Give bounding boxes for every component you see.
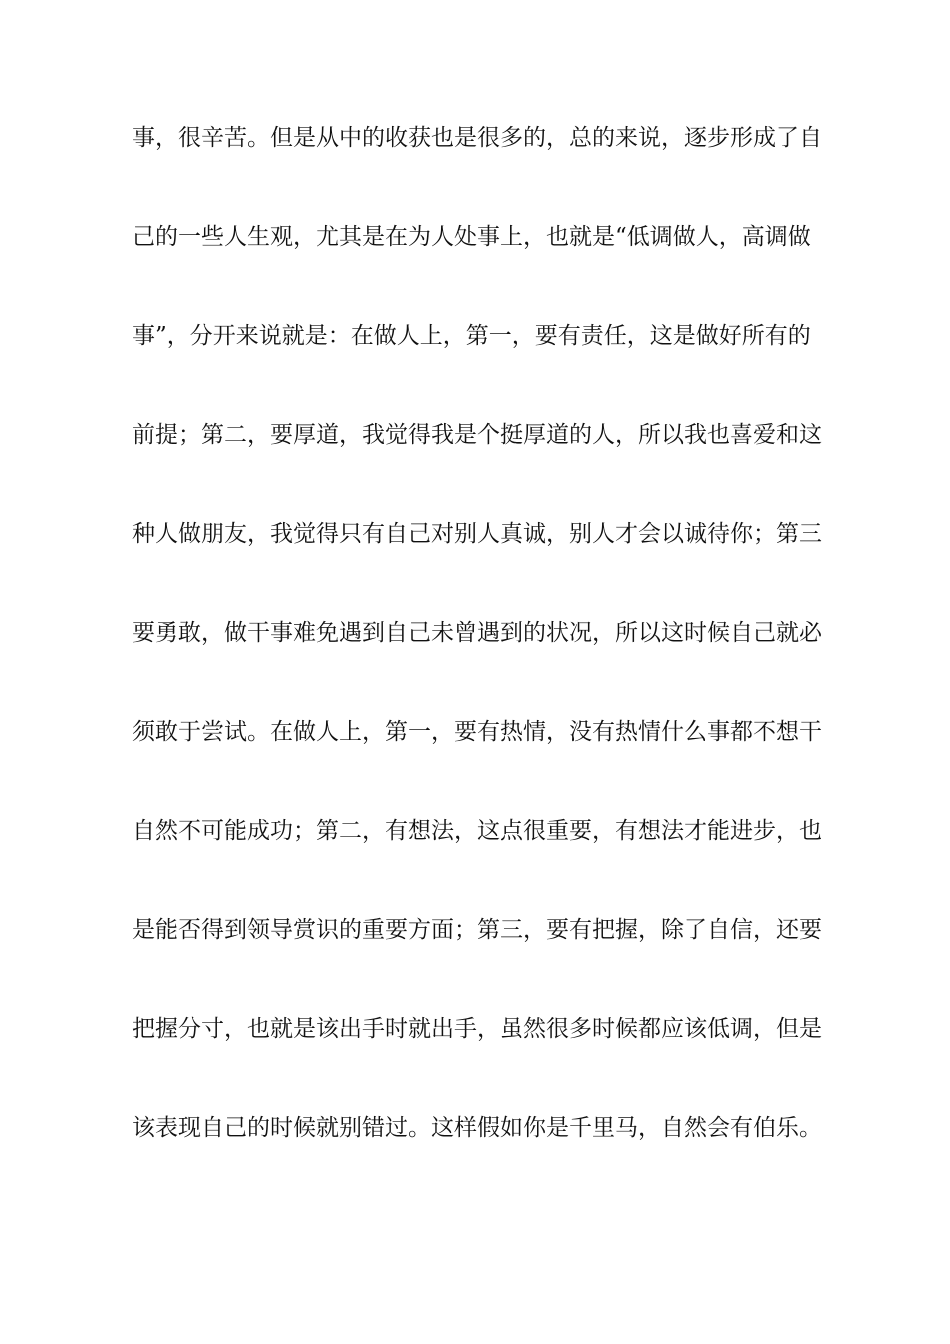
text-line-4: 前提；第二，要厚道，我觉得我是个挺厚道的人，所以我也喜爱和这	[132, 422, 822, 448]
text-line-11: 该表现自己的时候就别错过。这样假如你是千里马，自然会有伯乐。	[132, 1115, 822, 1141]
text-line-1: 事，很辛苦。但是从中的收获也是很多的，总的来说，逐步形成了自	[132, 125, 822, 151]
text-line-6: 要勇敢，做干事难免遇到自己未曾遇到的状况，所以这时候自己就必	[132, 620, 822, 646]
body-text	[132, 116, 822, 1205]
text-line-7: 须敢于尝试。在做人上，第一，要有热情，没有热情什么事都不想干	[132, 719, 822, 745]
text-line-9: 是能否得到领导赏识的重要方面；第三，要有把握，除了自信，还要	[132, 917, 822, 943]
text-line-10: 把握分寸，也就是该出手时就出手，虽然很多时候都应该低调，但是	[132, 1016, 822, 1042]
text-line-8: 自然不可能成功；第二，有想法，这点很重要，有想法才能进步，也	[132, 818, 822, 844]
text-line-3: 事”，分开来说就是：在做人上，第一，要有责任，这是做好所有的	[132, 323, 811, 349]
text-line-2: 己的一些人生观，尤其是在为人处事上，也就是“低调做人，高调做	[132, 224, 811, 250]
text-line-5: 种人做朋友，我觉得只有自己对别人真诚，别人才会以诚待你；第三	[132, 521, 822, 547]
